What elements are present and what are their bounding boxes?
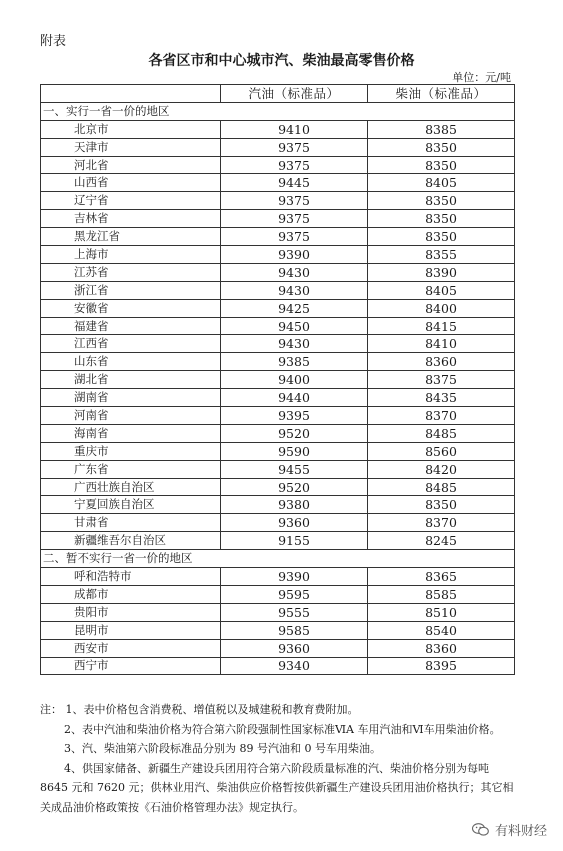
- gasoline-price: 9430: [221, 281, 368, 299]
- region-name: 山东省: [41, 353, 221, 371]
- gasoline-price: 9430: [221, 335, 368, 353]
- region-name: 成都市: [41, 585, 221, 603]
- attachment-label: 附表: [40, 34, 67, 49]
- region-name: 贵阳市: [41, 603, 221, 621]
- header-diesel: 柴油（标准品）: [368, 85, 515, 103]
- region-name: 辽宁省: [41, 192, 221, 210]
- region-name: 江苏省: [41, 263, 221, 281]
- table-row: [41, 156, 515, 174]
- table-row: [41, 478, 515, 496]
- diesel-price: 8350: [368, 210, 515, 228]
- section-row: [41, 550, 515, 568]
- diesel-price: 8405: [368, 174, 515, 192]
- region-name: 黑龙江省: [41, 228, 221, 246]
- gasoline-price: 9390: [221, 246, 368, 264]
- table-row: [41, 228, 515, 246]
- diesel-price: 8360: [368, 639, 515, 657]
- table-row: [41, 603, 515, 621]
- table-row: [41, 174, 515, 192]
- gasoline-price: 9340: [221, 657, 368, 675]
- notes: [40, 700, 520, 817]
- region-name: 昆明市: [41, 621, 221, 639]
- diesel-price: 8395: [368, 657, 515, 675]
- diesel-price: 8355: [368, 246, 515, 264]
- wechat-icon: [472, 823, 489, 836]
- diesel-price: 8540: [368, 621, 515, 639]
- diesel-price: 8390: [368, 263, 515, 281]
- table-row: [41, 389, 515, 407]
- region-name: 湖南省: [41, 389, 221, 407]
- region-name: 安徽省: [41, 299, 221, 317]
- diesel-price: 8350: [368, 156, 515, 174]
- gasoline-price: 9585: [221, 621, 368, 639]
- region-name: 上海市: [41, 246, 221, 264]
- header-gasoline: 汽油（标准品）: [221, 85, 368, 103]
- region-name: 重庆市: [41, 442, 221, 460]
- gasoline-price: 9445: [221, 174, 368, 192]
- region-name: 浙江省: [41, 281, 221, 299]
- note-3: 3、汽、柴油第六阶段标准品分别为 89 号汽油和 0 号车用柴油。: [64, 742, 381, 755]
- region-name: 河南省: [41, 407, 221, 425]
- gasoline-price: 9395: [221, 407, 368, 425]
- table-row: [41, 353, 515, 371]
- table-row: [41, 424, 515, 442]
- unit-label: 单位：元/吨: [452, 71, 511, 84]
- region-name: 江西省: [41, 335, 221, 353]
- table-header-row: [41, 85, 515, 103]
- table-row: [41, 407, 515, 425]
- diesel-price: 8350: [368, 192, 515, 210]
- table-row: [41, 496, 515, 514]
- table-row: [41, 210, 515, 228]
- table-row: [41, 532, 515, 550]
- table-row: [41, 246, 515, 264]
- diesel-price: 8400: [368, 299, 515, 317]
- table-row: [41, 263, 515, 281]
- diesel-price: 8420: [368, 460, 515, 478]
- section-row: [41, 102, 515, 120]
- table-row: [41, 299, 515, 317]
- region-name: 北京市: [41, 120, 221, 138]
- region-name: 广西壮族自治区: [41, 478, 221, 496]
- header-region: [41, 85, 221, 103]
- diesel-price: 8435: [368, 389, 515, 407]
- page-title: 各省区市和中心城市汽、柴油最高零售价格: [148, 53, 415, 69]
- gasoline-price: 9380: [221, 496, 368, 514]
- region-name: 天津市: [41, 138, 221, 156]
- gasoline-price: 9400: [221, 371, 368, 389]
- table-row: [41, 281, 515, 299]
- table-row: [41, 335, 515, 353]
- gasoline-price: 9430: [221, 263, 368, 281]
- table-row: [41, 371, 515, 389]
- gasoline-price: 9375: [221, 156, 368, 174]
- region-name: 海南省: [41, 424, 221, 442]
- table-row: [41, 639, 515, 657]
- note-1: 注： 1、表中价格包含消费税、增值税以及城建税和教育费附加。: [40, 703, 359, 716]
- region-name: 西安市: [41, 639, 221, 657]
- region-name: 甘肃省: [41, 514, 221, 532]
- gasoline-price: 9360: [221, 514, 368, 532]
- diesel-price: 8585: [368, 585, 515, 603]
- diesel-price: 8375: [368, 371, 515, 389]
- gasoline-price: 9440: [221, 389, 368, 407]
- gasoline-price: 9555: [221, 603, 368, 621]
- region-name: 西宁市: [41, 657, 221, 675]
- table-row: [41, 514, 515, 532]
- diesel-price: 8350: [368, 228, 515, 246]
- diesel-price: 8485: [368, 424, 515, 442]
- region-name: 吉林省: [41, 210, 221, 228]
- region-name: 山西省: [41, 174, 221, 192]
- region-name: 新疆维吾尔自治区: [41, 532, 221, 550]
- region-name: 湖北省: [41, 371, 221, 389]
- gasoline-price: 9375: [221, 138, 368, 156]
- gasoline-price: 9520: [221, 424, 368, 442]
- diesel-price: 8365: [368, 568, 515, 586]
- diesel-price: 8245: [368, 532, 515, 550]
- section-label: 二、暂不实行一省一价的地区: [41, 550, 515, 568]
- diesel-price: 8350: [368, 138, 515, 156]
- table-row: [41, 192, 515, 210]
- table-row: [41, 585, 515, 603]
- gasoline-price: 9455: [221, 460, 368, 478]
- watermark: [472, 820, 547, 839]
- region-name: 河北省: [41, 156, 221, 174]
- diesel-price: 8370: [368, 407, 515, 425]
- diesel-price: 8405: [368, 281, 515, 299]
- diesel-price: 8485: [368, 478, 515, 496]
- diesel-price: 8410: [368, 335, 515, 353]
- gasoline-price: 9360: [221, 639, 368, 657]
- diesel-price: 8350: [368, 496, 515, 514]
- gasoline-price: 9390: [221, 568, 368, 586]
- table-row: [41, 460, 515, 478]
- gasoline-price: 9425: [221, 299, 368, 317]
- table-row: [41, 442, 515, 460]
- region-name: 广东省: [41, 460, 221, 478]
- section-label: 一、实行一省一价的地区: [41, 102, 515, 120]
- gasoline-price: 9375: [221, 192, 368, 210]
- watermark-text: 有料财经: [494, 824, 547, 839]
- diesel-price: 8415: [368, 317, 515, 335]
- gasoline-price: 9375: [221, 228, 368, 246]
- diesel-price: 8370: [368, 514, 515, 532]
- table-row: [41, 621, 515, 639]
- region-name: 呼和浩特市: [41, 568, 221, 586]
- diesel-price: 8385: [368, 120, 515, 138]
- gasoline-price: 9590: [221, 442, 368, 460]
- gasoline-price: 9385: [221, 353, 368, 371]
- gasoline-price: 9450: [221, 317, 368, 335]
- table-row: [41, 317, 515, 335]
- gasoline-price: 9375: [221, 210, 368, 228]
- gasoline-price: 9155: [221, 532, 368, 550]
- diesel-price: 8510: [368, 603, 515, 621]
- diesel-price: 8360: [368, 353, 515, 371]
- gasoline-price: 9595: [221, 585, 368, 603]
- table-row: [41, 138, 515, 156]
- diesel-price: 8560: [368, 442, 515, 460]
- gasoline-price: 9520: [221, 478, 368, 496]
- gasoline-price: 9410: [221, 120, 368, 138]
- region-name: 福建省: [41, 317, 221, 335]
- note-4: 4、供国家储备、新疆生产建设兵团用符合第六阶段质量标准的汽、柴油价格分别为每吨 8645 元和 7620 元；供林业用汽、柴油供应价格暂按供新疆生产建设兵团用油价格执行；其它相关成品油价格政策按《石油价格管理办法》规定执行。: [40, 761, 514, 814]
- region-name: 宁夏回族自治区: [41, 496, 221, 514]
- price-table: [40, 84, 515, 675]
- table-row: [41, 568, 515, 586]
- table-row: [41, 657, 515, 675]
- note-2: 2、表中汽油和柴油价格为符合第六阶段强制性国家标准ⅥA 车用汽油和Ⅵ车用柴油价格。: [64, 722, 501, 736]
- table-row: [41, 120, 515, 138]
